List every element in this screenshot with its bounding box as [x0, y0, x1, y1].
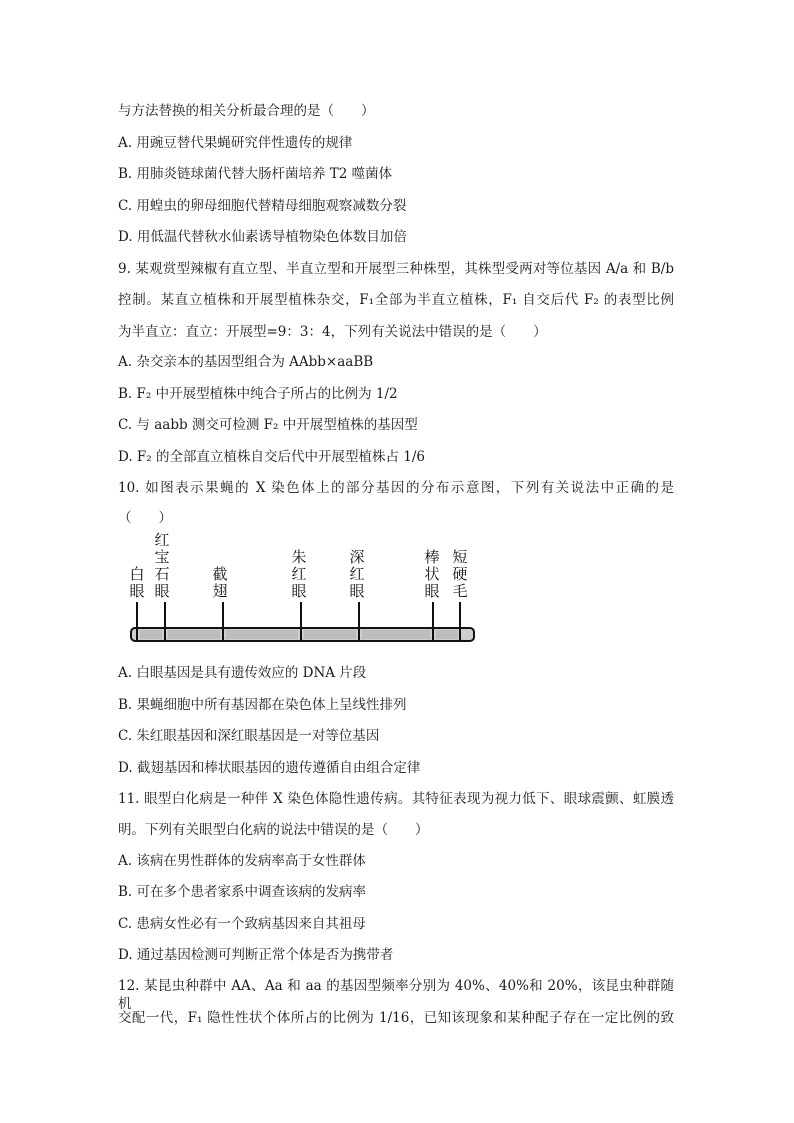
gene-locus-carmine-eye — [358, 602, 360, 642]
gene-locus-white-eye — [136, 602, 138, 642]
q9-stem-line-1: 9. 某观赏型辣椒有直立型、半直立型和开展型三种株型，其株型受两对等位基因 A/a 和 B/b — [118, 261, 674, 277]
q11-option-c: C. 患病女性必有一个致病基因来自其祖母 — [118, 916, 366, 932]
q8-option-a: A. 用豌豆替代果蝇研究伴性遗传的规律 — [118, 135, 353, 151]
q10-option-c: C. 朱红眼基因和深红眼基因是一对等位基因 — [118, 728, 380, 744]
gene-locus-ruby-eye — [164, 602, 166, 642]
q10-stem-line-2: （ ） — [118, 510, 172, 526]
q11-option-d: D. 通过基因检测可判断正常个体是否为携带者 — [118, 947, 394, 963]
chromosome-segment — [226, 630, 298, 639]
q11-stem-line-1: 11. 眼型白化病是一种伴 X 染色体隐性遗传病。其特征表现为视力低下、眼球震颤、虹膜透 — [118, 791, 674, 807]
q12-stem-line-2: 交配一代，F₁ 隐性性状个体所占的比例为 1/16，已知该现象和某种配子存在一定比例的致 — [118, 1010, 674, 1026]
q9-stem-line-3: 为半直立：直立：开展型=9：3：4，下列有关说法中错误的是（ ） — [118, 324, 547, 340]
q8-stem-tail: 与方法替换的相关分析最合理的是（ ） — [118, 103, 375, 119]
q8-option-d: D. 用低温代替秋水仙素诱导植物染色体数目加倍 — [118, 229, 407, 245]
gene-label-carmine-eye: 深 红 眼 — [349, 548, 365, 600]
x-chromosome-diagram — [118, 530, 488, 650]
q10-option-b: B. 果蝇细胞中所有基因都在染色体上呈线性排列 — [118, 697, 407, 713]
chromosome-segment — [304, 630, 356, 639]
chromosome-segment — [168, 630, 220, 639]
q10-option-a: A. 白眼基因是具有遗传效应的 DNA 片段 — [118, 665, 367, 681]
q11-option-b: B. 可在多个患者家系中调查该病的发病率 — [118, 884, 367, 900]
gene-label-white-eye: 白 眼 — [129, 565, 145, 600]
gene-label-cut-wing: 截 翅 — [212, 565, 228, 600]
chromosome-segment — [436, 630, 458, 639]
chromosome-segment — [140, 630, 162, 639]
q10-option-d: D. 截翅基因和棒状眼基因的遗传遵循自由组合定律 — [118, 760, 421, 776]
q11-option-a: A. 该病在男性群体的发病率高于女性群体 — [118, 853, 366, 869]
q8-option-c: C. 用蝗虫的卵母细胞代替精母细胞观察减数分裂 — [118, 198, 407, 214]
q9-stem-line-2: 控制。某直立植株和开展型植株杂交，F₁全部为半直立植株，F₁ 自交后代 F₂ 的表型比例 — [118, 292, 674, 308]
gene-label-short-bristle: 短 硬 毛 — [452, 548, 468, 600]
q11-stem-line-2: 明。下列有关眼型白化病的说法中错误的是（ ） — [118, 822, 429, 838]
gene-label-bar-eye: 棒 状 眼 — [424, 548, 440, 600]
gene-locus-vermilion-eye — [300, 602, 302, 642]
q9-option-b: B. F₂ 中开展型植株中纯合子所占的比例为 1/2 — [118, 386, 398, 402]
q8-option-b: B. 用肺炎链球菌代替大肠杆菌培养 T2 噬菌体 — [118, 166, 393, 182]
gene-locus-cut-wing — [222, 602, 224, 642]
chromosome-segment — [362, 630, 430, 639]
q10-stem-line-1: 10. 如图表示果蝇的 X 染色体上的部分基因的分布示意图，下列有关说法中正确的是 — [118, 480, 674, 496]
gene-locus-bar-eye — [432, 602, 434, 642]
gene-label-vermilion-eye: 朱 红 眼 — [291, 548, 307, 600]
gene-label-ruby-eye: 红 宝 石 眼 — [154, 531, 170, 600]
q12-stem-line-1: 12. 某昆虫种群中 AA、Aa 和 aa 的基因型频率分别为 40%、40%和 20%，该昆虫种群随机 — [118, 978, 674, 1012]
q9-option-d: D. F₂ 的全部直立植株自交后代中开展型植株占 1/6 — [118, 449, 426, 465]
q9-option-a: A. 杂交亲本的基因型组合为 AAbb×aaBB — [118, 354, 374, 370]
gene-locus-short-bristle — [459, 602, 461, 642]
q9-option-c: C. 与 aabb 测交可检测 F₂ 中开展型植株的基因型 — [118, 417, 418, 433]
